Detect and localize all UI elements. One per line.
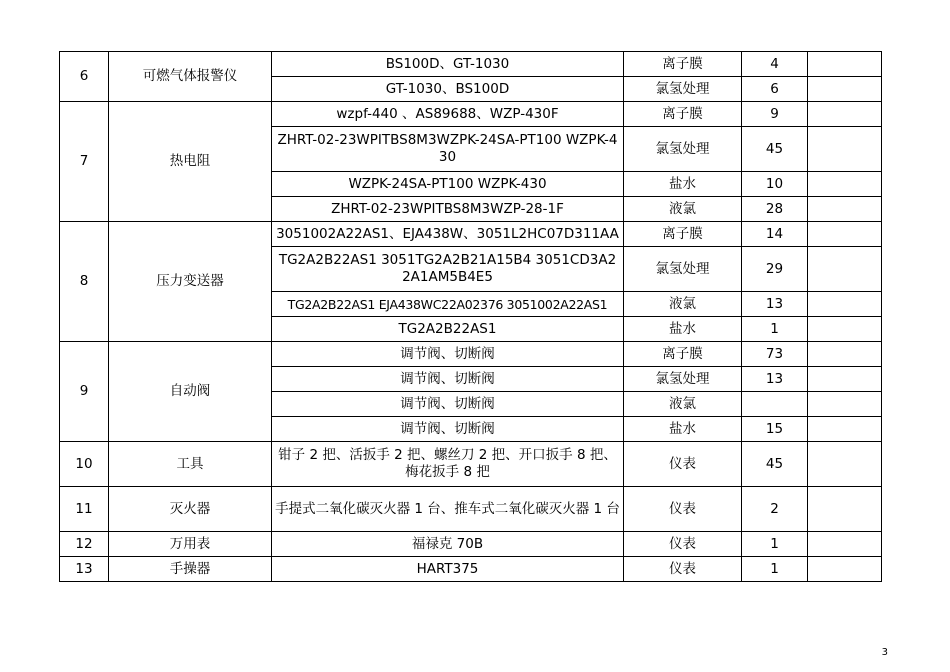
area-cell: 液氯 bbox=[624, 392, 742, 417]
remark-cell bbox=[808, 367, 882, 392]
remark-cell bbox=[808, 317, 882, 342]
remark-cell bbox=[808, 292, 882, 317]
area-cell: 氯氢处理 bbox=[624, 77, 742, 102]
quantity-cell: 9 bbox=[742, 102, 808, 127]
item-number: 10 bbox=[60, 442, 109, 487]
item-name: 自动阀 bbox=[109, 342, 272, 442]
table-row bbox=[60, 487, 882, 532]
model-cell: 调节阀、切断阀 bbox=[272, 342, 624, 367]
quantity-cell: 1 bbox=[742, 317, 808, 342]
item-number: 9 bbox=[60, 342, 109, 442]
remark-cell bbox=[808, 197, 882, 222]
quantity-cell: 13 bbox=[742, 292, 808, 317]
item-name: 灭火器 bbox=[109, 487, 272, 532]
quantity-cell: 45 bbox=[742, 127, 808, 172]
area-cell: 氯氢处理 bbox=[624, 367, 742, 392]
quantity-cell: 1 bbox=[742, 557, 808, 582]
model-cell: TG2A2B22AS1 EJA438WC22A02376 3051002A22AS1 bbox=[272, 292, 624, 317]
area-cell: 氯氢处理 bbox=[624, 247, 742, 292]
area-cell: 液氯 bbox=[624, 197, 742, 222]
quantity-cell: 29 bbox=[742, 247, 808, 292]
remark-cell bbox=[808, 52, 882, 77]
model-cell: 3051002A22AS1、EJA438W、3051L2HC07D311AA bbox=[272, 222, 624, 247]
remark-cell bbox=[808, 392, 882, 417]
page-number: 3 bbox=[881, 647, 888, 658]
remark-cell bbox=[808, 417, 882, 442]
table-row bbox=[60, 532, 882, 557]
model-cell: 钳子 2 把、活扳手 2 把、螺丝刀 2 把、开口扳手 8 把、梅花扳手 8 把 bbox=[272, 442, 624, 487]
quantity-cell: 4 bbox=[742, 52, 808, 77]
area-cell: 仪表 bbox=[624, 532, 742, 557]
model-cell: BS100D、GT-1030 bbox=[272, 52, 624, 77]
area-cell: 氯氢处理 bbox=[624, 127, 742, 172]
area-cell: 盐水 bbox=[624, 317, 742, 342]
quantity-cell: 14 bbox=[742, 222, 808, 247]
quantity-cell: 13 bbox=[742, 367, 808, 392]
remark-cell bbox=[808, 557, 882, 582]
item-number: 11 bbox=[60, 487, 109, 532]
model-cell: wzpf-440 、AS89688、WZP-430F bbox=[272, 102, 624, 127]
model-cell: 福禄克 70B bbox=[272, 532, 624, 557]
remark-cell bbox=[808, 532, 882, 557]
model-cell: WZPK-24SA-PT100 WZPK-430 bbox=[272, 172, 624, 197]
item-name: 压力变送器 bbox=[109, 222, 272, 342]
item-name: 工具 bbox=[109, 442, 272, 487]
remark-cell bbox=[808, 247, 882, 292]
quantity-cell: 2 bbox=[742, 487, 808, 532]
model-cell: 调节阀、切断阀 bbox=[272, 417, 624, 442]
area-cell: 仪表 bbox=[624, 487, 742, 532]
item-number: 8 bbox=[60, 222, 109, 342]
remark-cell bbox=[808, 172, 882, 197]
table-row bbox=[60, 52, 882, 77]
model-cell: 调节阀、切断阀 bbox=[272, 392, 624, 417]
quantity-cell: 6 bbox=[742, 77, 808, 102]
model-cell: HART375 bbox=[272, 557, 624, 582]
remark-cell bbox=[808, 442, 882, 487]
table-row bbox=[60, 342, 882, 367]
area-cell: 离子膜 bbox=[624, 222, 742, 247]
quantity-cell: 45 bbox=[742, 442, 808, 487]
area-cell: 仪表 bbox=[624, 442, 742, 487]
quantity-cell: 73 bbox=[742, 342, 808, 367]
quantity-cell: 1 bbox=[742, 532, 808, 557]
table-row bbox=[60, 442, 882, 487]
equipment-table bbox=[59, 51, 882, 582]
area-cell: 液氯 bbox=[624, 292, 742, 317]
item-number: 6 bbox=[60, 52, 109, 102]
quantity-cell: 15 bbox=[742, 417, 808, 442]
area-cell: 离子膜 bbox=[624, 342, 742, 367]
remark-cell bbox=[808, 102, 882, 127]
table-row bbox=[60, 102, 882, 127]
item-name: 万用表 bbox=[109, 532, 272, 557]
quantity-cell: 10 bbox=[742, 172, 808, 197]
item-number: 7 bbox=[60, 102, 109, 222]
area-cell: 仪表 bbox=[624, 557, 742, 582]
item-name: 手操器 bbox=[109, 557, 272, 582]
item-name: 可燃气体报警仪 bbox=[109, 52, 272, 102]
quantity-cell bbox=[742, 392, 808, 417]
table-row bbox=[60, 222, 882, 247]
item-name: 热电阻 bbox=[109, 102, 272, 222]
model-cell: TG2A2B22AS1 3051TG2A2B21A15B4 3051CD3A22A1AM5B4E5 bbox=[272, 247, 624, 292]
area-cell: 盐水 bbox=[624, 417, 742, 442]
remark-cell bbox=[808, 222, 882, 247]
remark-cell bbox=[808, 77, 882, 102]
model-cell: 调节阀、切断阀 bbox=[272, 367, 624, 392]
model-cell: ZHRT-02-23WPITBS8M3WZPK-24SA-PT100 WZPK-430 bbox=[272, 127, 624, 172]
area-cell: 离子膜 bbox=[624, 102, 742, 127]
remark-cell bbox=[808, 127, 882, 172]
area-cell: 盐水 bbox=[624, 172, 742, 197]
area-cell: 离子膜 bbox=[624, 52, 742, 77]
model-cell: TG2A2B22AS1 bbox=[272, 317, 624, 342]
model-cell: GT-1030、BS100D bbox=[272, 77, 624, 102]
remark-cell bbox=[808, 487, 882, 532]
remark-cell bbox=[808, 342, 882, 367]
model-cell: ZHRT-02-23WPITBS8M3WZP-28-1F bbox=[272, 197, 624, 222]
table-row bbox=[60, 557, 882, 582]
quantity-cell: 28 bbox=[742, 197, 808, 222]
item-number: 12 bbox=[60, 532, 109, 557]
item-number: 13 bbox=[60, 557, 109, 582]
model-cell: 手提式二氧化碳灭火器 1 台、推车式二氧化碳灭火器 1 台 bbox=[272, 487, 624, 532]
